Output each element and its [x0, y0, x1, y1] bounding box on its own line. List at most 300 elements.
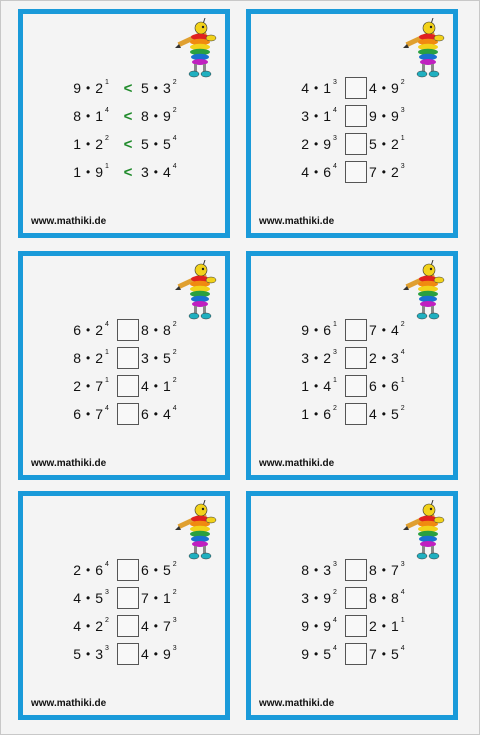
base: 4 — [323, 378, 331, 394]
factor: 4 — [141, 646, 149, 662]
factor: 5 — [141, 80, 149, 96]
base: 4 — [163, 406, 171, 422]
factor: 7 — [141, 590, 149, 606]
exponent: 1 — [400, 134, 405, 142]
base: 9 — [163, 108, 171, 124]
website-footer: www.mathiki.de — [31, 698, 107, 709]
factor: 3 — [301, 350, 309, 366]
right-term — [141, 590, 197, 606]
exponent: 3 — [400, 162, 405, 170]
exponent: 4 — [105, 404, 109, 412]
exponent: 1 — [105, 376, 109, 384]
exponent: 3 — [400, 106, 405, 114]
website-footer: www.mathiki.de — [31, 216, 107, 227]
comparison-row — [279, 130, 425, 158]
factor: 8 — [301, 562, 309, 578]
right-term — [369, 562, 425, 578]
base: 2 — [95, 350, 103, 366]
base: 9 — [95, 164, 103, 180]
exponent: 2 — [172, 376, 177, 384]
answer-box[interactable] — [345, 375, 367, 397]
comparison-row — [279, 612, 425, 640]
left-term — [51, 80, 111, 96]
answer-box[interactable] — [345, 319, 367, 341]
exponent: 2 — [105, 616, 109, 624]
base: 6 — [323, 164, 331, 180]
comparison-row — [279, 584, 425, 612]
exponent: 2 — [172, 78, 177, 86]
multiply-dot: • — [153, 81, 158, 95]
answer-box[interactable] — [345, 133, 367, 155]
comparison-row — [51, 74, 197, 102]
base: 3 — [95, 646, 103, 662]
comparison-row — [51, 372, 197, 400]
base: 3 — [391, 350, 399, 366]
multiply-dot: • — [314, 647, 319, 661]
multiply-dot: • — [381, 591, 386, 605]
comparison-list — [23, 316, 225, 428]
factor: 3 — [301, 590, 309, 606]
comparison-row — [51, 316, 197, 344]
answer-box[interactable] — [117, 587, 139, 609]
exponent: 3 — [105, 588, 109, 596]
factor: 9 — [301, 646, 309, 662]
comparison-row — [51, 640, 197, 668]
base: 2 — [95, 322, 103, 338]
comparison-list — [251, 74, 453, 186]
base: 5 — [391, 646, 399, 662]
exponent: 2 — [400, 320, 405, 328]
mascot-icon — [403, 18, 447, 80]
answer-box[interactable] — [117, 559, 139, 581]
answer-box[interactable] — [117, 319, 139, 341]
answer-box[interactable] — [345, 77, 367, 99]
answer-box[interactable] — [345, 643, 367, 665]
comparison-sign: < — [123, 163, 133, 181]
multiply-dot: • — [86, 563, 91, 577]
multiply-dot: • — [153, 323, 158, 337]
base: 4 — [163, 164, 171, 180]
exponent: 4 — [172, 162, 177, 170]
base: 5 — [323, 646, 331, 662]
multiply-dot: • — [86, 351, 91, 365]
exercise-card — [18, 251, 230, 480]
comparison-row — [279, 102, 425, 130]
comparison-row — [51, 130, 197, 158]
factor: 1 — [301, 378, 309, 394]
mascot-icon — [175, 18, 219, 80]
comparison-row — [279, 400, 425, 428]
base: 7 — [95, 406, 103, 422]
multiply-dot: • — [86, 647, 91, 661]
exercise-card — [246, 9, 458, 238]
exponent: 4 — [172, 134, 177, 142]
base: 2 — [95, 618, 103, 634]
left-term — [51, 590, 111, 606]
comparison-row — [51, 158, 197, 186]
right-term — [141, 646, 197, 662]
exponent: 1 — [333, 376, 337, 384]
multiply-dot: • — [314, 351, 319, 365]
comparison-sign: < — [123, 79, 133, 97]
exponent: 1 — [105, 78, 109, 86]
comparison-row — [279, 158, 425, 186]
website-footer: www.mathiki.de — [259, 698, 335, 709]
left-term — [51, 108, 111, 124]
base: 1 — [391, 618, 399, 634]
factor: 6 — [369, 378, 377, 394]
comparison-row — [51, 612, 197, 640]
multiply-dot: • — [153, 137, 158, 151]
multiply-dot: • — [153, 563, 158, 577]
answer-box[interactable] — [117, 643, 139, 665]
factor: 4 — [369, 406, 377, 422]
exponent: 2 — [400, 78, 405, 86]
factor: 8 — [73, 350, 81, 366]
multiply-dot: • — [381, 407, 386, 421]
exponent: 4 — [333, 106, 337, 114]
left-term — [51, 164, 111, 180]
comparison-row — [279, 316, 425, 344]
factor: 6 — [141, 562, 149, 578]
right-term — [141, 406, 197, 422]
exponent: 2 — [172, 348, 177, 356]
factor: 1 — [301, 406, 309, 422]
right-term — [369, 136, 425, 152]
exponent: 3 — [172, 644, 177, 652]
right-term — [141, 164, 197, 180]
factor: 9 — [301, 618, 309, 634]
comparison-row — [279, 344, 425, 372]
factor: 4 — [73, 590, 81, 606]
factor: 2 — [73, 378, 81, 394]
comparison-list — [23, 74, 225, 186]
exponent: 1 — [400, 616, 405, 624]
base: 2 — [391, 136, 399, 152]
factor: 5 — [141, 136, 149, 152]
mascot-icon — [175, 500, 219, 562]
multiply-dot: • — [381, 81, 386, 95]
exponent: 4 — [105, 560, 109, 568]
multiply-dot: • — [314, 407, 319, 421]
comparison-row — [51, 102, 197, 130]
exponent: 4 — [400, 348, 405, 356]
factor: 9 — [73, 80, 81, 96]
right-term — [141, 80, 197, 96]
left-term — [51, 136, 111, 152]
exercise-card — [246, 491, 458, 720]
factor: 8 — [141, 322, 149, 338]
base: 5 — [163, 136, 171, 152]
multiply-dot: • — [381, 165, 386, 179]
left-term — [279, 590, 339, 606]
right-term — [141, 562, 197, 578]
multiply-dot: • — [314, 109, 319, 123]
answer-box[interactable] — [345, 587, 367, 609]
factor: 6 — [73, 406, 81, 422]
base: 6 — [323, 322, 331, 338]
factor: 2 — [301, 136, 309, 152]
answer-box[interactable] — [345, 347, 367, 369]
multiply-dot: • — [314, 379, 319, 393]
answer-box[interactable] — [345, 161, 367, 183]
base: 1 — [323, 108, 331, 124]
factor: 8 — [141, 108, 149, 124]
base: 7 — [391, 562, 399, 578]
exponent: 3 — [105, 644, 109, 652]
multiply-dot: • — [86, 619, 91, 633]
multiply-dot: • — [86, 323, 91, 337]
right-term — [369, 378, 425, 394]
base: 5 — [95, 590, 103, 606]
exponent: 1 — [105, 348, 109, 356]
comparison-sign: < — [123, 107, 133, 125]
comparison-row — [279, 640, 425, 668]
base: 5 — [391, 406, 399, 422]
multiply-dot: • — [381, 137, 386, 151]
multiply-dot: • — [86, 407, 91, 421]
multiply-dot: • — [381, 563, 386, 577]
exponent: 1 — [105, 162, 109, 170]
right-term — [369, 646, 425, 662]
factor: 3 — [141, 164, 149, 180]
factor: 7 — [369, 322, 377, 338]
factor: 5 — [369, 136, 377, 152]
multiply-dot: • — [314, 81, 319, 95]
exponent: 4 — [333, 644, 337, 652]
answer-box[interactable] — [117, 615, 139, 637]
exponent: 1 — [333, 320, 337, 328]
exponent: 4 — [172, 404, 177, 412]
exercise-card — [18, 491, 230, 720]
base: 8 — [391, 590, 399, 606]
multiply-dot: • — [86, 81, 91, 95]
exponent: 3 — [400, 560, 405, 568]
factor: 8 — [369, 562, 377, 578]
right-term — [369, 350, 425, 366]
multiply-dot: • — [314, 619, 319, 633]
base: 2 — [95, 80, 103, 96]
factor: 3 — [141, 350, 149, 366]
factor: 6 — [141, 406, 149, 422]
right-term — [369, 618, 425, 634]
left-term — [279, 108, 339, 124]
right-term — [141, 618, 197, 634]
factor: 4 — [301, 164, 309, 180]
base: 4 — [391, 322, 399, 338]
factor: 9 — [301, 322, 309, 338]
multiply-dot: • — [153, 647, 158, 661]
exponent: 4 — [333, 616, 337, 624]
exponent: 2 — [172, 320, 177, 328]
factor: 4 — [73, 618, 81, 634]
multiply-dot: • — [314, 323, 319, 337]
multiply-dot: • — [381, 647, 386, 661]
comparison-row — [279, 372, 425, 400]
exponent: 3 — [333, 134, 337, 142]
left-term — [51, 350, 111, 366]
multiply-dot: • — [153, 351, 158, 365]
left-term — [51, 562, 111, 578]
exponent: 2 — [333, 404, 337, 412]
exponent: 1 — [400, 376, 405, 384]
base: 2 — [95, 136, 103, 152]
factor: 2 — [369, 350, 377, 366]
right-term — [369, 590, 425, 606]
left-term — [279, 618, 339, 634]
left-term — [51, 322, 111, 338]
base: 1 — [163, 378, 171, 394]
exponent: 2 — [333, 588, 337, 596]
answer-box[interactable] — [345, 615, 367, 637]
exponent: 3 — [172, 616, 177, 624]
mascot-icon — [175, 260, 219, 322]
answer-box[interactable] — [117, 347, 139, 369]
multiply-dot: • — [153, 109, 158, 123]
right-term — [141, 350, 197, 366]
factor: 3 — [301, 108, 309, 124]
base: 9 — [323, 136, 331, 152]
comparison-list — [251, 556, 453, 668]
factor: 8 — [73, 108, 81, 124]
multiply-dot: • — [86, 591, 91, 605]
multiply-dot: • — [381, 109, 386, 123]
exponent: 2 — [172, 588, 177, 596]
base: 1 — [95, 108, 103, 124]
left-term — [279, 164, 339, 180]
base: 2 — [391, 164, 399, 180]
right-term — [141, 322, 197, 338]
exponent: 2 — [172, 106, 177, 114]
factor: 4 — [141, 378, 149, 394]
answer-box[interactable] — [117, 403, 139, 425]
exponent: 4 — [105, 106, 109, 114]
exponent: 4 — [105, 320, 109, 328]
right-term — [369, 406, 425, 422]
multiply-dot: • — [86, 379, 91, 393]
multiply-dot: • — [86, 109, 91, 123]
right-term — [141, 108, 197, 124]
multiply-dot: • — [153, 379, 158, 393]
comparison-list — [251, 316, 453, 428]
exponent: 3 — [333, 78, 337, 86]
left-term — [279, 350, 339, 366]
multiply-dot: • — [153, 591, 158, 605]
exponent: 3 — [333, 560, 337, 568]
website-footer: www.mathiki.de — [259, 216, 335, 227]
multiply-dot: • — [153, 619, 158, 633]
exponent: 2 — [105, 134, 109, 142]
base: 9 — [391, 80, 399, 96]
base: 6 — [323, 406, 331, 422]
mascot-icon — [403, 500, 447, 562]
factor: 8 — [369, 590, 377, 606]
answer-box[interactable] — [345, 403, 367, 425]
exponent: 4 — [400, 588, 405, 596]
base: 3 — [323, 562, 331, 578]
left-term — [51, 378, 111, 394]
multiply-dot: • — [381, 323, 386, 337]
factor: 9 — [369, 108, 377, 124]
factor: 6 — [73, 322, 81, 338]
base: 3 — [163, 80, 171, 96]
factor: 4 — [301, 80, 309, 96]
multiply-dot: • — [314, 563, 319, 577]
factor: 1 — [73, 136, 81, 152]
base: 5 — [163, 350, 171, 366]
exponent: 4 — [333, 162, 337, 170]
left-term — [279, 378, 339, 394]
base: 1 — [323, 80, 331, 96]
left-term — [279, 80, 339, 96]
website-footer: www.mathiki.de — [259, 458, 335, 469]
factor: 7 — [369, 646, 377, 662]
comparison-row — [51, 400, 197, 428]
factor: 2 — [73, 562, 81, 578]
multiply-dot: • — [153, 165, 158, 179]
exponent: 2 — [172, 560, 177, 568]
base: 9 — [391, 108, 399, 124]
right-term — [369, 164, 425, 180]
left-term — [51, 646, 111, 662]
multiply-dot: • — [86, 165, 91, 179]
multiply-dot: • — [314, 591, 319, 605]
factor: 4 — [141, 618, 149, 634]
right-term — [141, 378, 197, 394]
base: 9 — [323, 618, 331, 634]
left-term — [279, 562, 339, 578]
answer-box[interactable] — [117, 375, 139, 397]
base: 5 — [163, 562, 171, 578]
right-term — [369, 322, 425, 338]
left-term — [279, 646, 339, 662]
multiply-dot: • — [381, 619, 386, 633]
left-term — [51, 618, 111, 634]
base: 2 — [323, 350, 331, 366]
comparison-row — [279, 556, 425, 584]
answer-box[interactable] — [345, 559, 367, 581]
comparison-row — [51, 344, 197, 372]
factor: 4 — [369, 80, 377, 96]
exponent: 2 — [400, 404, 405, 412]
left-term — [279, 322, 339, 338]
base: 7 — [163, 618, 171, 634]
base: 9 — [323, 590, 331, 606]
multiply-dot: • — [86, 137, 91, 151]
multiply-dot: • — [381, 379, 386, 393]
right-term — [369, 80, 425, 96]
right-term — [369, 108, 425, 124]
comparison-sign: < — [123, 135, 133, 153]
left-term — [279, 406, 339, 422]
base: 6 — [391, 378, 399, 394]
multiply-dot: • — [314, 165, 319, 179]
base: 6 — [95, 562, 103, 578]
right-term — [141, 136, 197, 152]
base: 8 — [163, 322, 171, 338]
website-footer: www.mathiki.de — [31, 458, 107, 469]
base: 7 — [95, 378, 103, 394]
exercise-card — [246, 251, 458, 480]
multiply-dot: • — [381, 351, 386, 365]
factor: 2 — [369, 618, 377, 634]
factor: 7 — [369, 164, 377, 180]
left-term — [279, 136, 339, 152]
answer-box[interactable] — [345, 105, 367, 127]
factor: 5 — [73, 646, 81, 662]
base: 9 — [163, 646, 171, 662]
mascot-icon — [403, 260, 447, 322]
